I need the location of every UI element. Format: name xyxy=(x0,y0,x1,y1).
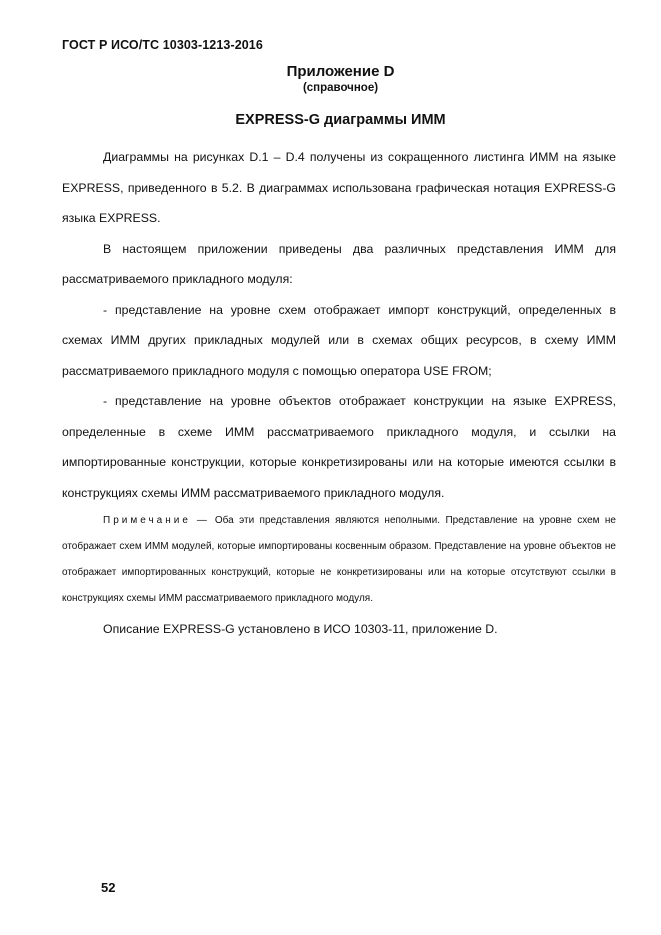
appendix-title: Приложение D xyxy=(286,63,395,80)
section-title: EXPRESS-G диаграммы ИММ xyxy=(235,112,446,128)
note xyxy=(62,508,616,612)
note-dash: — xyxy=(196,515,207,526)
appendix-subtitle: (справочное) xyxy=(302,82,379,94)
page-number: 52 xyxy=(101,880,116,895)
document-code: ГОСТ Р ИСО/ТС 10303-1213-2016 xyxy=(62,38,263,52)
paragraph: Диаграммы на рисунках D.1 – D.4 получены из сокращенного листинга ИММ на языке EXPRESS, приведенного в 5.2. В диаграммах использована графическая нотация EXPRESS-G языка EXPRESS. xyxy=(62,150,616,225)
list-item: - представление на уровне схем отображает импорт конструкций, определенных в схемах ИММ других прикладных модулей или в схемах общих ресурсов, в схему ИММ рассматриваемого прикладного модуля с помощью оператора USE FROM; xyxy=(62,302,616,378)
body-text xyxy=(62,142,616,645)
paragraph: В настоящем приложении приведены два различных представления ИММ для рассматриваемого прикладного модуля: xyxy=(62,241,616,286)
note-text: Оба эти представления являются неполными. Представление на уровне схем не отображает схем ИММ модулей, которые импортированы косвенным образом. Представление на уровне объектов не отображает импортированных конструкций, которые не конкретизированы или на которые отсутствуют ссылки в конструкциях схемы ИММ рассматриваемого прикладного модуля. xyxy=(62,515,616,604)
list-item: - представление на уровне объектов отображает конструкции на языке EXPRESS, определенные в схеме ИММ рассматриваемого прикладного модуля, и ссылки на импортированные конструкции, которые конкретизированы или на которые имеются ссылки в конструкциях схемы ИММ рассматриваемого прикладного модуля. xyxy=(62,394,616,500)
closing-paragraph: Описание EXPRESS-G установлено в ИСО 10303-11, приложение D. xyxy=(103,622,498,636)
note-label: Примечание xyxy=(103,515,191,526)
